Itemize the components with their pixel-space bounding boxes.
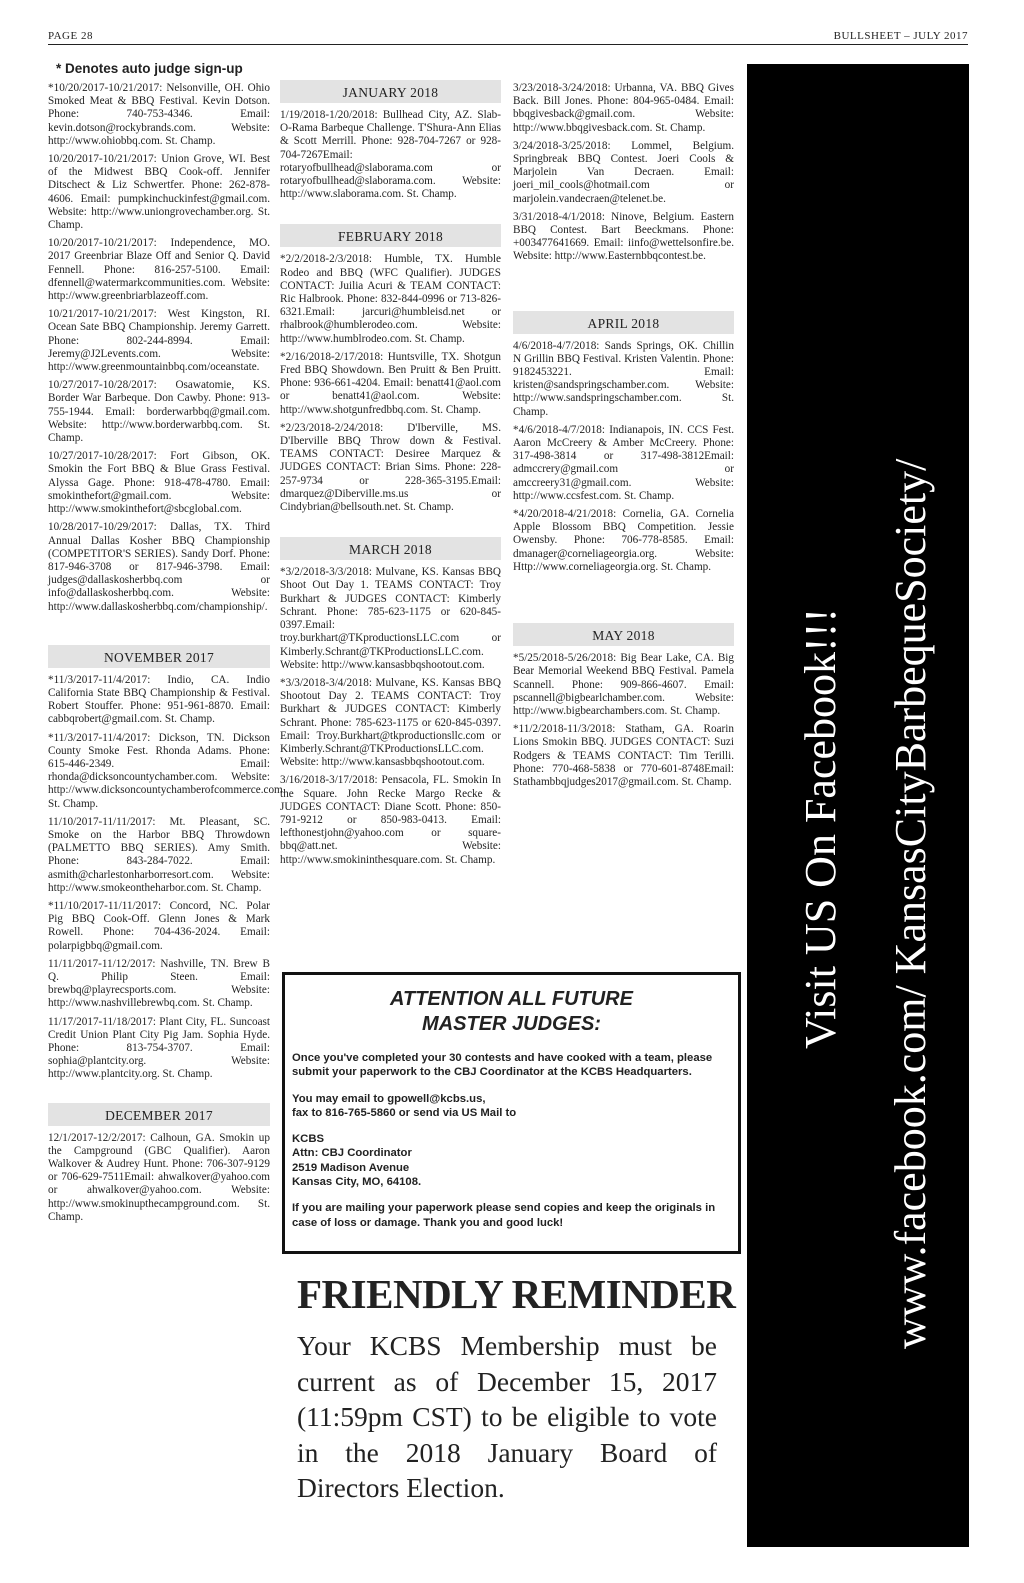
reminder-body: Your KCBS Membership must be current as of December 15, 2017 (11:59pm CST) to be eligible to vote in the 2018 January Board of Directors Election. <box>297 1330 717 1503</box>
facebook-sidebar <box>747 64 969 1547</box>
event-listing: *2/16/2018-2/17/2018: Huntsville, TX. Shotgun Fred BBQ Showdown. Ben Pruitt & Ben Pruitt. Phone: 936-661-4204. Email: benatt41@aol.com or benatt41@aol.com. Website: http://www.shotgunfredbbq.com. St. Champ. <box>280 350 501 416</box>
event-listing: 10/27/2017-10/28/2017: Fort Gibson, OK. Smokin the Fort BBQ & Blue Grass Festival. Alyssa Gage. Phone: 918-478-4780. Email: smokinthefort@gmail.com. Website: http://www.smokinthefort@sbcglobal.com. <box>48 450 270 516</box>
event-listing: 11/17/2017-11/18/2017: Plant City, FL. Suncoast Credit Union Plant City Pig Jam. Sophia Hyde. Phone: 813-754-3707. Email: sophia@plantcity.org. Website: http://www.plantcity.org. St. Champ. <box>48 1015 270 1081</box>
column-3 <box>513 82 734 794</box>
event-listing: 10/21/2017-10/21/2017: West Kingston, RI. Ocean Sate BBQ Championship. Jeremy Garrett. Phone: 802-244-8994. Email: Jeremy@J2Levents.com. Website: http://www.greenmountainbbq.com/oceanstate. <box>48 308 270 374</box>
col3-top-list <box>513 82 734 264</box>
section-january-2018: JANUARY 2018 <box>280 80 501 103</box>
col1-top-list <box>48 82 270 614</box>
address-line-4: Kansas City, MO, 64108. <box>292 1176 422 1189</box>
event-listing: *5/25/2018-5/26/2018: Big Bear Lake, CA. Big Bear Memorial Weekend BBQ Festival. Pamela Scannell. Phone: 909-866-4607. Email: pscannell@bigbearlchamber.com. Website: http://www.bigbearchambers.com. St. Champ. <box>513 652 734 717</box>
section-march-2018: MARCH 2018 <box>280 537 501 560</box>
event-listing: 10/28/2017-10/29/2017: Dallas, TX. Third Annual Dallas Kosher BBQ Championship (COMPETITOR'S SERIES). Sandy Dorf. Phone: 817-946-3708 or 817-946-3798. Email: judges@dallaskosherbbq.com or info@dallaskosherbbq.com. Website: http://www.dallaskosherbbq.com/championship/. <box>48 521 270 613</box>
may-list <box>513 652 734 789</box>
event-listing: *11/3/2017-11/4/2017: Dickson, TN. Dickson County Smoke Fest. Rhonda Adams. Phone: 615-446-2349. Email: rhonda@dicksoncountychamber.com. Website: http://www.dicksoncountychamberofcommerce.com. St. Champ. <box>48 731 286 810</box>
event-listing: *2/23/2018-2/24/2018: D'Iberville, MS. D'Iberville BBQ Throw down & Festival. TEAMS CONTACT: Desiree Marquez & JUDGES CONTACT: Brian Sims. Phone: 228-257-9734 or 228-365-3195.Email: dmarquez@Diberville.ms.us or Cindybrian@bellsouth.net. St. Champ. <box>280 421 501 514</box>
event-listing: 3/23/2018-3/24/2018: Urbanna, VA. BBQ Gives Back. Bill Jones. Phone: 804-965-0484. Email: bbqgivesback@gmail.com. Website: http://www.bbqgivesback.com. St. Champ. <box>513 82 734 134</box>
attention-box <box>282 972 741 1254</box>
event-listing: *4/6/2018-4/7/2018: Indianapois, IN. CCS Fest. Aaron McCreery & Amber McCreery. Phone: 317-498-3814 or 317-498-3812Email: admccrery@gmail.com or amccreery31@gmail.com. Website: http://www.ccsfest.com. St. Champ. <box>513 423 734 502</box>
event-listing: *10/20/2017-10/21/2017: Nelsonville, OH. Ohio Smoked Meat & BBQ Festival. Kevin Dotson. Phone: 740-753-4346. Email: kevin.dotson@rockybrands.com. Website: http://www.ohiobbq.com. St. Champ. <box>48 82 270 147</box>
attention-paragraph-2 <box>292 1092 730 1121</box>
page-number: PAGE 28 <box>48 30 93 42</box>
attention-paragraph-1: Once you've completed your 30 contests and have cooked with a team, please submit your paperwork to the CBJ Coordinator at the KCBS Headquarters. <box>292 1052 713 1079</box>
attention-paragraph-3: If you are mailing your paperwork please send copies and keep the originals in case of loss or damage. Thank you and good luck! <box>292 1202 716 1229</box>
attention-title-line-1: ATTENTION ALL FUTURE <box>390 988 633 1010</box>
event-listing: *11/3/2017-11/4/2017: Indio, CA. Indio California State BBQ Championship & Festival. Robert Stouffer. Phone: 951-961-8870. Email: cabbqrobert@gmail.com. St. Champ. <box>48 673 270 726</box>
attention-email-line: You may email to gpowell@kcbs.us, <box>292 1092 486 1105</box>
attention-address <box>292 1132 730 1189</box>
event-listing: 3/31/2018-4/1/2018: Ninove, Belgium. Eastern BBQ Contest. Bart Beeckmans. Phone: +003477641669. Email: iinfo@wettelsonfire.be. Website: http://www.Easternbbqcontest.be. <box>513 210 734 263</box>
section-december-2017: DECEMBER 2017 <box>48 1103 270 1126</box>
event-listing: 11/11/2017-11/12/2017: Nashville, TN. Brew B Q. Philip Steen. Email: brewbq@playrecsports.com. Website: http://www.nashvillebrewbq.com. St. Champ. <box>48 957 270 1010</box>
attention-fax-line: fax to 816-765-5860 or send via US Mail to <box>292 1106 517 1119</box>
december-list <box>48 1132 270 1224</box>
event-listing: 1/19/2018-1/20/2018: Bullhead City, AZ. Slab-O-Rama Barbeque Challenge. T'Shura-Ann Elias & Scott Merrill. Phone: 928-704-7267 or 928-704-7267Email: rotaryofbullhead@slaborama.com or rotaryofbullhead@slaborama.com. Website: http://www.slaborama.com. St. Champ. <box>280 109 501 201</box>
event-listing: 3/24/2018-3/25/2018: Lommel, Belgium. Springbreak BBQ Contest. Joeri Cools & Marjolein Van Decraen. Email: joeri_mil_cools@hotmail.com or marjolein.vandecraen@telenet.be. <box>513 139 734 205</box>
reminder-title: FRIENDLY REMINDER <box>297 1271 736 1317</box>
event-listing: 4/6/2018-4/7/2018: Sands Springs, OK. Chillin N Grillin BBQ Festival. Kristen Valentin. Phone: 9182453221. Email: kristen@sandspringschamber.com. Website: http://www.sandspringschamber.com. St. Champ. <box>513 339 734 418</box>
event-listing: *3/2/2018-3/3/2018: Mulvane, KS. Kansas BBQ Shoot Out Day 1. TEAMS CONTACT: Troy Burkhart & JUDGES CONTACT: Kimberly Schrant. Phone: 785-623-1175 or 620-845-0397.Email: troy.burkhart@TKproductionsLLC.com or Kimberly.Schrant@TKProductionsLLC.com. Website: http://www.kansasbbqshootout.com. <box>280 566 501 671</box>
february-list <box>280 253 501 514</box>
event-listing: *2/2/2018-2/3/2018: Humble, TX. Humble Rodeo and BBQ (WFC Qualifier). JUDGES CONTACT: Juilia Acuri & TEAM CONTACT: Ric Halbrook. Phone: 832-844-0996 or 713-826-6321.Email: jarcuri@humbleisd.net or rhalbrook@humblerodeo.com. Website: http://www.humblrodeo.com. St. Champ. <box>280 253 501 345</box>
event-listing: *3/3/2018-3/4/2018: Mulvane, KS. Kansas BBQ Shootout Day 2. TEAMS CONTACT: Troy Burkhart & JUDGES CONTACT: Kimberly Schrant. Phone: 785-623-1175 or 620-845-0397. Email: Troy.Burkhart@tkproductionsllc.com or Kimberly.Schrant@TKProductionsLLC.com. Website: http://www.kansasbbqshootout.com. <box>280 676 501 769</box>
event-listing: *4/20/2018-4/21/2018: Cornelia, GA. Cornelia Apple Blossom BBQ Competition. Jessie Owensby. Phone: 706-778-8585. Email: dmanager@corneliageorgia.org. Website: Http://www.corneliageorgia.org. St. Champ. <box>513 508 734 573</box>
section-february-2018: FEBRUARY 2018 <box>280 224 501 247</box>
event-listing: 10/20/2017-10/21/2017: Union Grove, WI. Best of the Midwest BBQ Cook-off. Jennifer Ditschect & Liz Schwertfer. Phone: 262-878-4606. Email: pumpkinchuckinfest@gmail.com. Website: http://www.uniongrovechamber.org. St. Champ. <box>48 153 270 232</box>
column-1 <box>48 82 286 1229</box>
event-listing: 11/10/2017-11/11/2017: Mt. Pleasant, SC. Smoke on the Harbor BBQ Throwdown (PALMETTO BBQ SERIES). Amy Smith. Phone: 843-284-7022. Email: asmith@charlestonharborresort.com. Website: http://www.smokeontheharbor.com. St. Champ. <box>48 815 270 894</box>
attention-title <box>285 987 738 1037</box>
column-2 <box>280 76 501 872</box>
address-line-1: KCBS <box>292 1133 325 1146</box>
event-listing: 10/20/2017-10/21/2017: Independence, MO. 2017 Greenbriar Blaze Off and Senior Q. David Fennell. Phone: 816-257-5100. Email: dfennell@watermarkcommunities.com. Website: http://www.greenbriarblazeoff.com. <box>48 237 270 303</box>
march-list <box>280 566 501 866</box>
event-listing: 3/16/2018-3/17/2018: Pensacola, FL. Smokin In the Square. John Recke Margo Recke & JUDGES CONTACT: Diane Scott. Phone: 850-791-9212 or 850-983-0413. Email: lefthonestjohn@yahoo.com or square-bbq@att.net. Website: http://www.smokininthesquare.com. St. Champ. <box>280 774 501 866</box>
attention-body <box>292 1051 730 1242</box>
april-list <box>513 340 734 574</box>
sidebar-visit-text: Visit US On Facebook!!! <box>796 608 845 1049</box>
january-list <box>280 109 501 201</box>
event-listing: 12/1/2017-12/2/2017: Calhoun, GA. Smokin up the Campground (GBC Qualifier). Aaron Walkover & Audrey Hunt. Phone: 706-307-9129 or 706-629-7511Email: ahwalkover@yahoo.com or ahwalkover@yahoo.com. Website: http://www.smokinupthecampground.com. St. Champ. <box>48 1131 270 1223</box>
section-november-2017: NOVEMBER 2017 <box>48 645 270 668</box>
event-listing: *11/10/2017-11/11/2017: Concord, NC. Polar Pig BBQ Cook-Off. Glenn Jones & Mark Rowell. Phone: 704-436-2024. Email: polarpigbbq@gmail.com. <box>48 899 270 952</box>
event-listing: *11/2/2018-11/3/2018: Statham, GA. Roarin Lions Smokin BBQ. JUDGES CONTACT: Suzi Rodgers & TEAMS CONTACT: Tim Terilli. Phone: 770-468-5838 or 770-601-8748Email: Stathambbqjudges2017@gmail.com. St. Champ. <box>513 723 734 788</box>
attention-title-line-2: MASTER JUDGES: <box>422 1013 601 1035</box>
issue-title: BULLSHEET – JULY 2017 <box>833 30 968 42</box>
address-line-3: 2519 Madison Avenue <box>292 1161 410 1174</box>
page-header <box>48 30 968 45</box>
address-line-2: Attn: CBJ Coordinator <box>292 1147 412 1160</box>
section-april-2018: APRIL 2018 <box>513 311 734 334</box>
november-list <box>48 673 286 1082</box>
auto-judge-note: * Denotes auto judge sign-up <box>56 61 243 76</box>
event-listing: 10/27/2017-10/28/2017: Osawatomie, KS. Border War Barbeque. Don Cawby. Phone: 913-755-1944. Email: borderwarbbq@gmail.com. Website: http://www.borderwarbbq.com. St. Champ. <box>48 379 270 445</box>
section-may-2018: MAY 2018 <box>513 623 734 646</box>
sidebar-facebook-url[interactable]: www.facebook.com/ KansasCityBarbequeSociety/ <box>886 458 935 1349</box>
